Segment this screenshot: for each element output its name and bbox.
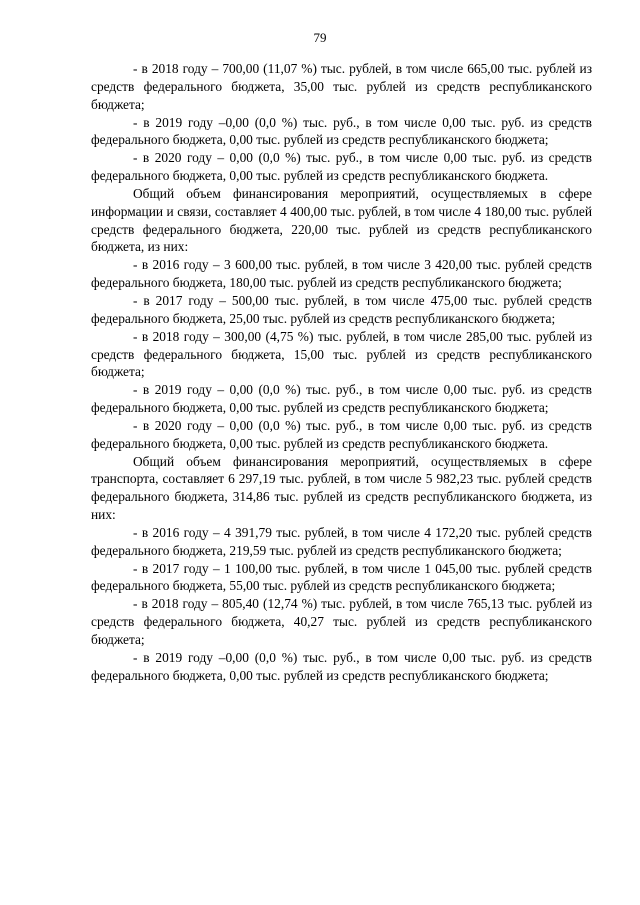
paragraph-2018-communications-tail: - в 2018 году – 700,00 (11,07 %) тыс. рублей, в том числе 665,00 тыс. рублей из средств федерального бюджета, 35,00 тыс. рублей из средств республиканского бюджета;	[91, 61, 592, 112]
paragraph-information-2017: - в 2017 году – 500,00 тыс. рублей, в том числе 475,00 тыс. рублей средств федерального бюджета, 25,00 тыс. рублей из средств республиканского бюджета;	[91, 292, 592, 326]
paragraph-2019-communications-tail: - в 2019 году –0,00 (0,0 %) тыс. руб., в том числе 0,00 тыс. руб. из средств федерального бюджета, 0,00 тыс. рублей из средств республиканского бюджета;	[91, 114, 592, 148]
paragraph-information-2019: - в 2019 году – 0,00 (0,0 %) тыс. руб., в том числе 0,00 тыс. руб. из средств федерального бюджета, 0,00 тыс. рублей из средств республиканского бюджета;	[91, 382, 592, 416]
paragraph-information-2018: - в 2018 году – 300,00 (4,75 %) тыс. рублей, в том числе 285,00 тыс. рублей из средств федерального бюджета, 15,00 тыс. рублей из средств республиканского бюджета;	[91, 328, 592, 380]
paragraph-transport-2018: - в 2018 году – 805,40 (12,74 %) тыс. рублей, в том числе 765,13 тыс. рублей из средств федерального бюджета, 40,27 тыс. рублей из средств республиканского бюджета;	[91, 596, 592, 647]
paragraph-transport-2016: - в 2016 году – 4 391,79 тыс. рублей, в том числе 4 172,20 тыс. рублей средств федерального бюджета, 219,59 тыс. рублей из средств республиканского бюджета;	[91, 524, 592, 558]
paragraph-transport-2017: - в 2017 году – 1 100,00 тыс. рублей, в том числе 1 045,00 тыс. рублей средств федерального бюджета, 55,00 тыс. рублей из средств республиканского бюджета;	[91, 560, 592, 594]
paragraph-information-2020: - в 2020 году – 0,00 (0,0 %) тыс. руб., в том числе 0,00 тыс. руб. из средств федерального бюджета, 0,00 тыс. рублей из средств республиканского бюджета.	[91, 417, 592, 451]
paragraph-transport-2019: - в 2019 году –0,00 (0,0 %) тыс. руб., в том числе 0,00 тыс. руб. из средств федерального бюджета, 0,00 тыс. рублей из средств республиканского бюджета;	[91, 649, 592, 683]
paragraph-transport-total: Общий объем финансирования мероприятий, осуществляемых в сфере транспорта, составляет 6 297,19 тыс. рублей, в том числе 5 982,23 тыс. рублей средств федерального бюджета, 314,86 тыс. рублей из средств республиканского бюджета, из них:	[91, 453, 592, 523]
paragraph-information-2016: - в 2016 году – 3 600,00 тыс. рублей, в том числе 3 420,00 тыс. рублей средств федерального бюджета, 180,00 тыс. рублей из средств республиканского бюджета;	[91, 257, 592, 291]
page-number: 79	[313, 30, 327, 45]
document-body	[91, 60, 592, 685]
paragraph-2020-communications-tail: - в 2020 году – 0,00 (0,0 %) тыс. руб., в том числе 0,00 тыс. руб. из средств федерального бюджета, 0,00 тыс. рублей из средств республиканского бюджета.	[91, 150, 592, 184]
paragraph-information-total: Общий объем финансирования мероприятий, осуществляемых в сфере информации и связи, составляет 4 400,00 тыс. рублей, в том числе 4 180,00 тыс. рублей средств федерального бюджета, 220,00 тыс. рублей из средств республиканского бюджета, из них:	[91, 185, 592, 255]
